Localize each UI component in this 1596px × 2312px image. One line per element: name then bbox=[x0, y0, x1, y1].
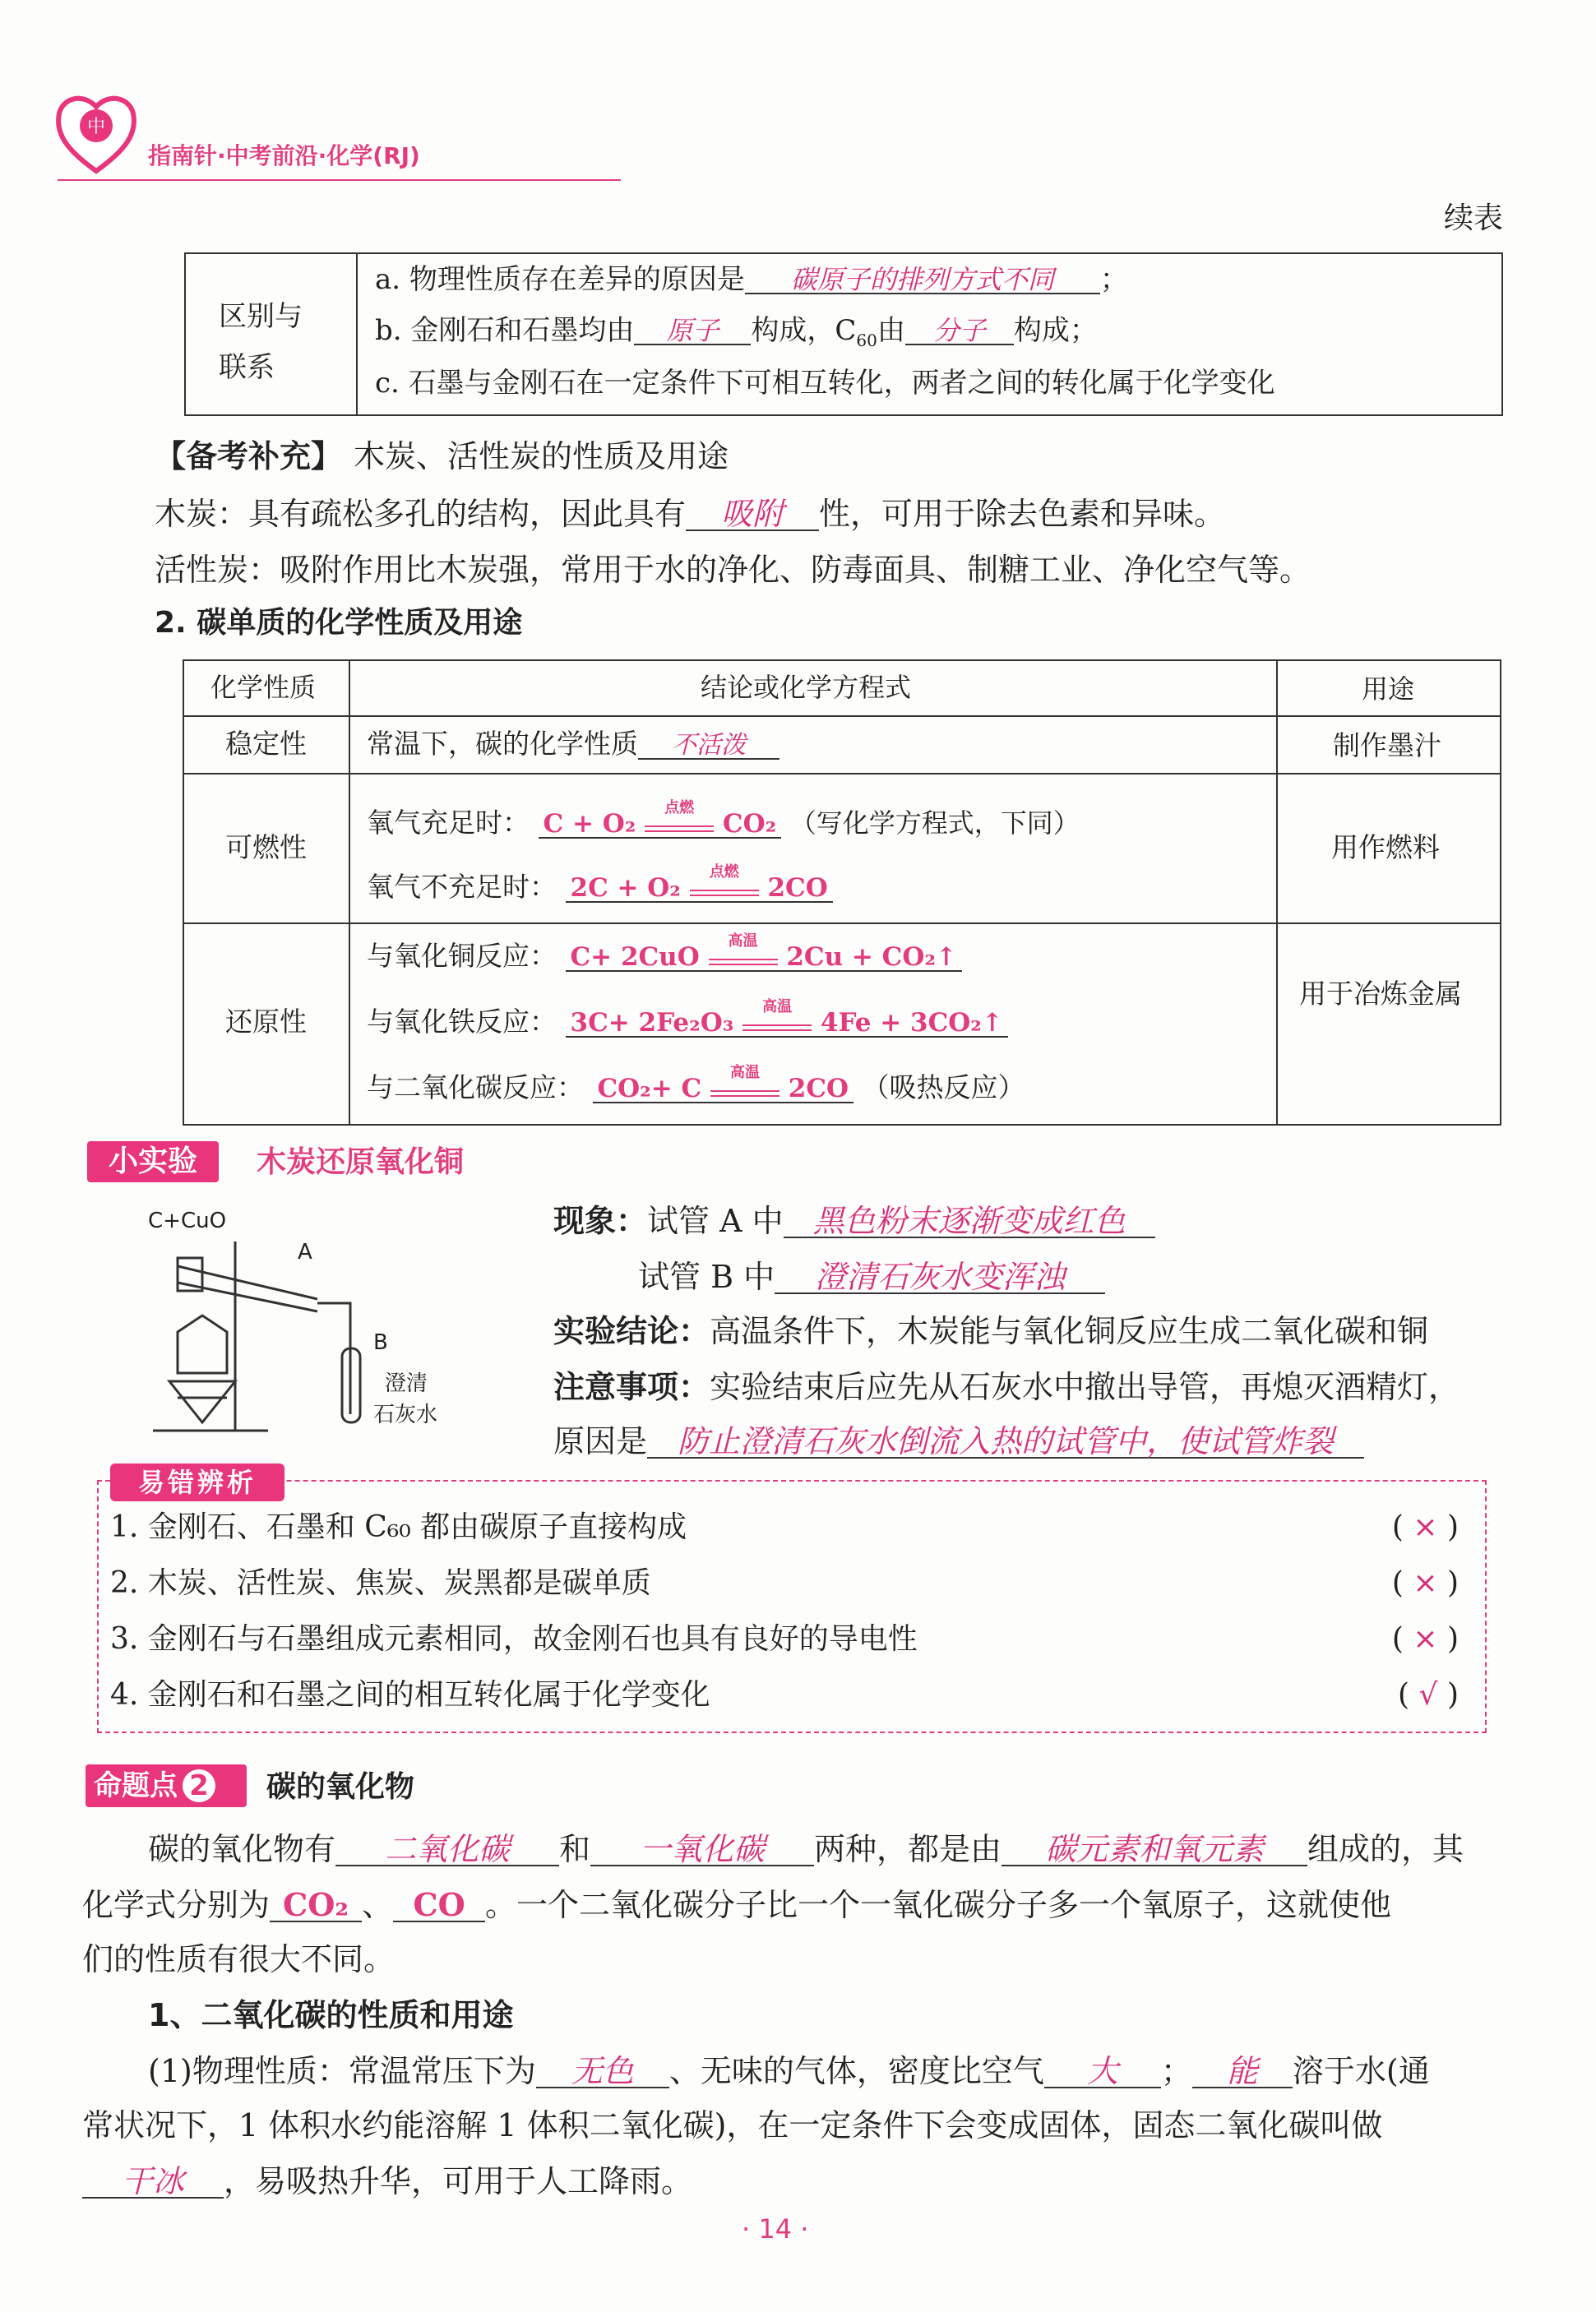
table-chemical bbox=[183, 659, 1501, 1126]
reduction-fe2o3: 与氧化铁反应： 3C+ 2Fe₂O₃ 高温 4Fe + 3CO₂↑ bbox=[367, 1008, 1008, 1038]
prop-combustion: 可燃性 bbox=[225, 831, 307, 863]
reason: 原因是 防止澄清石灰水倒流入热的试管中，使试管炸裂 bbox=[553, 1426, 1364, 1459]
error-item: 1. 金刚石、石墨和 C₆₀ 都由碳原子直接构成 ( × ) bbox=[110, 1510, 1459, 1544]
activated-line: 活性炭：吸附作用比木炭强，常用于水的净化、防毒面具、制糖工业、净化空气等。 bbox=[155, 552, 1311, 588]
error-tag: 易错辨析 bbox=[110, 1463, 285, 1501]
oxides-line2: 化学式分别为 CO₂ 、 CO 。一个二氧化碳分子比一个一氧化碳分子多一个氧原子，这就使他 bbox=[82, 1886, 1392, 1923]
combustion-partial: 氧气不充足时： 2C + O₂ 点燃 2CO bbox=[367, 873, 833, 903]
co2-subtitle: 1、二氧化碳的性质和用途 bbox=[148, 1997, 514, 2033]
phenomenon-a: 现象：试管 A 中 黑色粉末逐渐变成红色 bbox=[553, 1205, 1155, 1238]
use-fuel: 用作燃料 bbox=[1331, 831, 1440, 863]
table1-line-c: c. 石墨与金刚石在一定条件下可相互转化，两者之间的转化属于化学变化 bbox=[375, 367, 1275, 400]
stability-line: 常温下，碳的化学性质 不活泼 bbox=[367, 730, 779, 760]
fig-label-a: A bbox=[298, 1240, 312, 1265]
table1-line-a: a. 物理性质存在差异的原因是 碳原子的排列方式不同 ； bbox=[375, 263, 1128, 296]
caution: 注意事项：实验结束后应先从石灰水中撤出导管，再熄灭酒精灯， bbox=[553, 1369, 1460, 1405]
error-list bbox=[110, 1506, 1459, 1730]
th-property: 化学性质 bbox=[210, 672, 317, 703]
conclusion: 实验结论：高温条件下，木炭能与氧化铜反应生成二氧化碳和铜 bbox=[553, 1313, 1429, 1349]
th-equation: 结论或化学方程式 bbox=[701, 672, 912, 703]
fig-label-limewater: 石灰水 bbox=[373, 1403, 438, 1427]
table-distinction bbox=[184, 252, 1503, 416]
oxides-line1: 碳的氧化物有 二氧化碳 和 一氧化碳 两种，都是由 碳元素和氧元素 组成的，其 bbox=[148, 1831, 1464, 1867]
logo bbox=[51, 89, 141, 175]
prop-reduction: 还原性 bbox=[225, 1006, 307, 1038]
error-item: 2. 木炭、活性炭、焦炭、炭黑都是碳单质 ( × ) bbox=[110, 1566, 1459, 1600]
prop-stability: 稳定性 bbox=[225, 728, 307, 760]
header-brand: 指南针·中考前沿·化学(RJ) bbox=[148, 142, 420, 169]
phenomenon-b: 试管 B 中 澄清石灰水变浑浊 bbox=[638, 1261, 1105, 1294]
svg-text:中: 中 bbox=[86, 117, 106, 137]
continued-label: 续表 bbox=[1444, 201, 1504, 235]
combustion-full: 氧气充足时： C + O₂ 点燃 CO₂ （写化学方程式，下同） bbox=[367, 799, 1080, 839]
page-number: · 14 · bbox=[742, 2213, 809, 2245]
charcoal-line: 木炭：具有疏松多孔的结构，因此具有 吸附 性，可用于除去色素和异味。 bbox=[155, 496, 1226, 532]
supplement-heading: 【备考补充】 木炭、活性炭的性质及用途 bbox=[155, 438, 729, 474]
use-smelting: 用于冶炼金属 bbox=[1299, 978, 1462, 1010]
reduction-co2: 与二氧化碳反应： CO₂+ C 高温 2CO （吸热反应） bbox=[367, 1064, 1025, 1103]
header-rule bbox=[58, 179, 621, 181]
apparatus-figure bbox=[145, 1209, 474, 1439]
fig-label-clear: 澄清 bbox=[385, 1371, 428, 1396]
oxides-line3: 们的性质有很大不同。 bbox=[82, 1941, 396, 1977]
co2-physical-line2: 常状况下，1 体积水约能溶解 1 体积二氧化碳)，在一定条件下会变成固体，固态二氧化碳叫做 bbox=[82, 2107, 1383, 2143]
topic-number: 2 bbox=[183, 1769, 215, 1802]
topic-tag: 命题点 2 bbox=[86, 1764, 247, 1807]
use-ink: 制作墨汁 bbox=[1333, 729, 1441, 761]
table1-line-b: b. 金刚石和石墨均由 原子 构成，$C_{60}$由 分子 构成； bbox=[375, 314, 1098, 350]
answer-arrangement: 碳原子的排列方式不同 bbox=[745, 266, 1100, 294]
experiment-tag: 小实验 bbox=[87, 1141, 219, 1182]
co2-physical-line1: (1)物理性质：常温常压下为 无色 、无味的气体，密度比空气 大 ； 能 溶于水(通 bbox=[148, 2053, 1430, 2089]
fig-label-mix: C+CuO bbox=[148, 1209, 227, 1233]
fig-label-b: B bbox=[373, 1330, 388, 1355]
experiment-title: 木炭还原氧化铜 bbox=[257, 1145, 465, 1179]
th-use: 用途 bbox=[1362, 673, 1415, 705]
error-item: 3. 金刚石与石墨组成元素相同，故金刚石也具有良好的导电性 ( × ) bbox=[110, 1622, 1459, 1656]
table1-label: 区别与 联系 bbox=[219, 300, 303, 384]
co2-physical-line3: 干冰 ，易吸热升华，可用于人工降雨。 bbox=[82, 2166, 692, 2199]
section2-title: 2. 碳单质的化学性质及用途 bbox=[155, 606, 523, 640]
topic-title: 碳的氧化物 bbox=[266, 1770, 415, 1804]
reduction-cuo: 与氧化铜反应： C+ 2CuO 高温 2Cu + CO₂↑ bbox=[367, 942, 962, 972]
error-item: 4. 金刚石和石墨之间的相互转化属于化学变化 ( √ ) bbox=[110, 1678, 1459, 1712]
